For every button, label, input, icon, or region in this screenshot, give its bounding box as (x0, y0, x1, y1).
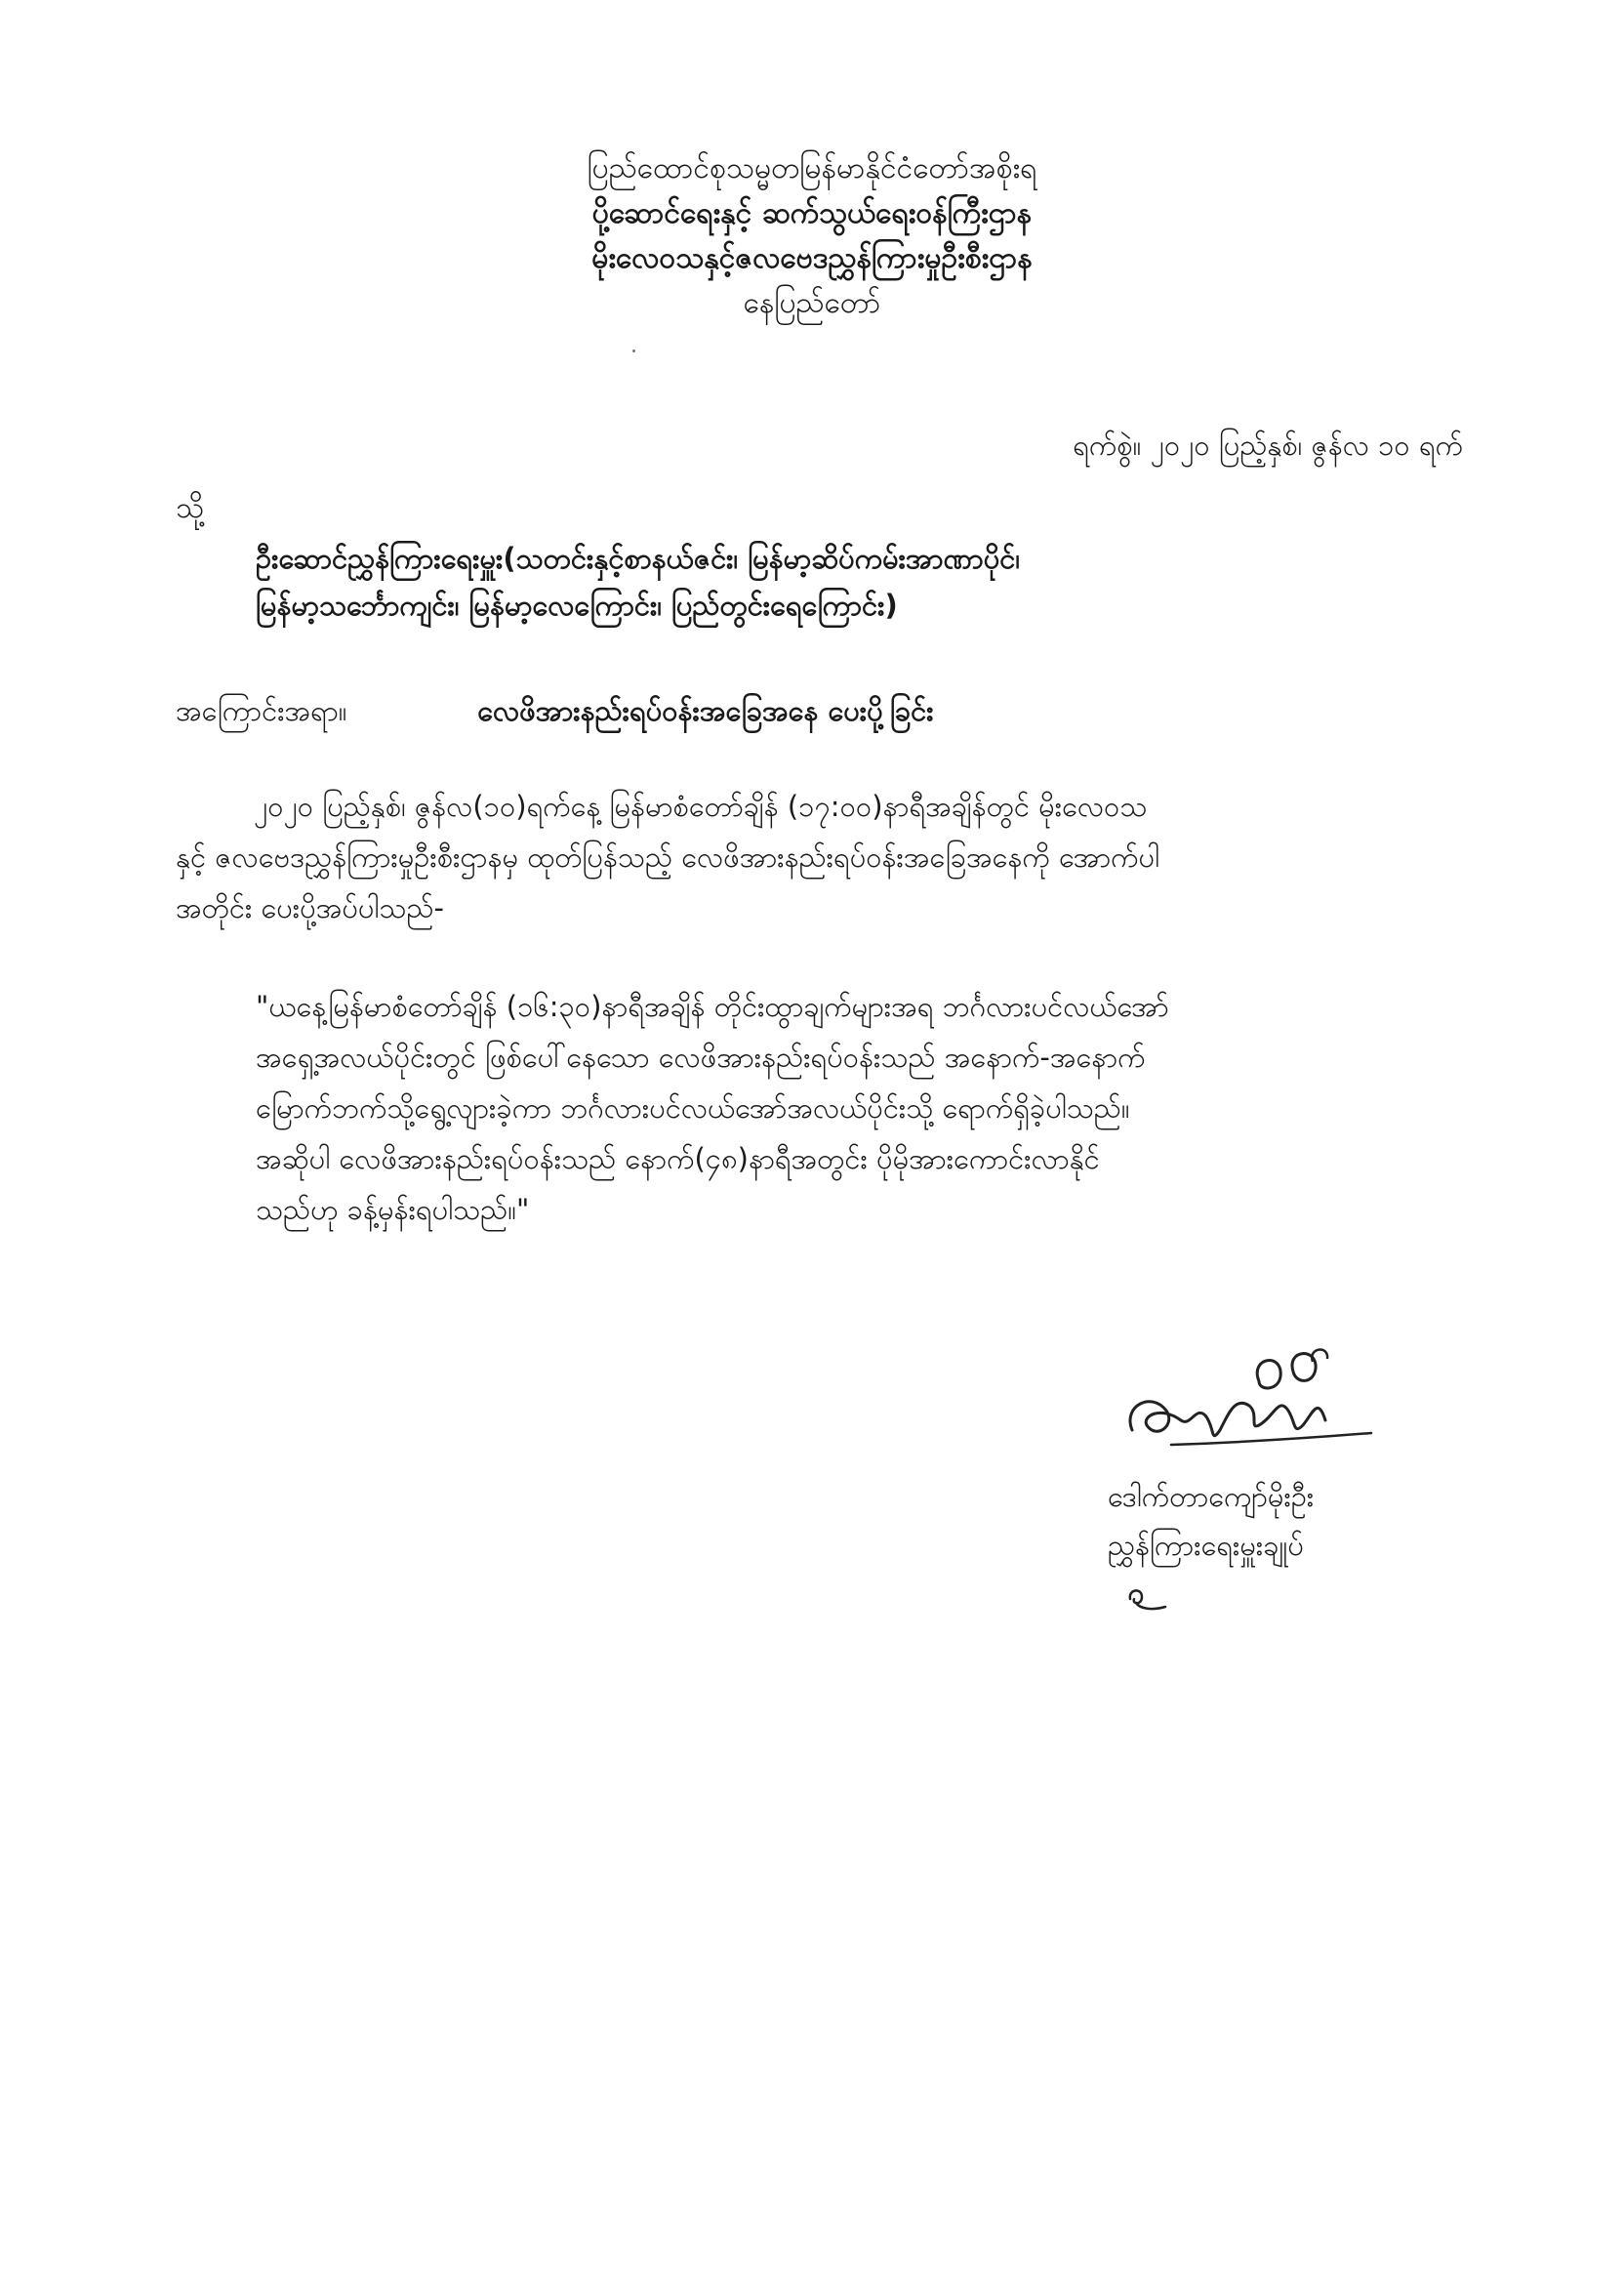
to-label: သို့ (176, 491, 205, 525)
city-name: နေပြည်တော် (743, 286, 881, 320)
signer-name: ဒေါက်တာကျော်မိုးဦး (1108, 1480, 1315, 1513)
subject-title: လေဖိအားနည်းရပ်ဝန်းအခြေအနေ ပေးပို့ခြင်း (477, 694, 934, 727)
handwritten-signature (1113, 1337, 1386, 1464)
quote-line-5: သည်ဟု ခန့်မှန်းရပါသည်။" (256, 1193, 530, 1226)
quote-line-4: အဆိုပါ လေဖိအားနည်းရပ်ဝန်းသည် နောက်(၄၈)နာရီအတွင်း ပိုမိုအားကောင်းလာနိုင် (256, 1142, 1100, 1175)
body-paragraph (176, 781, 1464, 933)
quote-line-1: "ယနေ့မြန်မာစံတော်ချိန် (၁၆:၃၀)နာရီအချိန် တိုင်းထွာချက်များအရ ဘင်္ဂလားပင်လယ်အော် (256, 990, 1169, 1023)
quote-line-2: အရှေ့အလယ်ပိုင်းတွင် ဖြစ်ပေါ်နေသော လေဖိအားနည်းရပ်ဝန်းသည် အနောက်-အနောက် (256, 1041, 1146, 1074)
scan-speck (632, 349, 635, 352)
recipients-line-2: မြန်မာ့သင်္ဘောကျင်း၊ မြန်မာ့လေကြောင်း၊ ပြည်တွင်းရေကြောင်း) (256, 589, 898, 622)
quoted-bulletin (256, 981, 1466, 1235)
reference-date: ရက်စွဲ။ ၂၀၂၀ ပြည့်နှစ်၊ ဇွန်လ ၁၀ ရက် (1073, 429, 1463, 462)
letterhead (0, 146, 1624, 326)
ministry-name: ပို့ဆောင်ရေးနှင့် ဆက်သွယ်ရေးဝန်ကြီးဌာန (591, 196, 1033, 230)
body-line-2: နှင့် ဇလဗေဒညွှန်ကြားမှုဦးစီးဌာနမှ ထုတ်ပြန်သည့် လေဖိအားနည်းရပ်ဝန်းအခြေအနေကို အောက်ပါ (176, 840, 1160, 874)
body-line-1: ၂၀၂၀ ပြည့်နှစ်၊ ဇွန်လ(၁၀)ရက်နေ့ မြန်မာစံတော်ချိန် (၁၇:၀၀)နာရီအချိန်တွင် မိုးလေဝသ (254, 790, 1148, 823)
recipients-line-1: ဦးဆောင်ညွှန်ကြားရေးမှူး(သတင်းနှင့်စာနယ်ဇင်း၊ မြန်မာ့ဆိပ်ကမ်းအာဏာပိုင်၊ (256, 542, 1020, 575)
subject-line (176, 693, 1464, 735)
quote-line-3: မြောက်ဘက်သို့ရွေ့လျားခဲ့ကာ ဘင်္ဂလားပင်လယ်အော်အလယ်ပိုင်းသို့ ရောက်ရှိခဲ့ပါသည်။ (256, 1091, 1130, 1125)
subject-label: အကြောင်းအရာ။ (176, 694, 347, 727)
signer-position: ညွှန်ကြားရေးမှူးချုပ် (1108, 1529, 1304, 1562)
department-name: မိုးလေဝသနှင့်ဇလဗေဒညွှန်ကြားမှုဦးစီးဌာန (591, 241, 1033, 275)
government-name: ပြည်ထောင်စုသမ္မတမြန်မာနိုင်ငံတော်အစိုးရ (587, 151, 1037, 185)
body-line-3: အတိုင်း ပေးပို့အပ်ပါသည်- (176, 891, 444, 924)
signer-block (1108, 1472, 1314, 1570)
handwritten-initial (1122, 1581, 1171, 1620)
recipients (256, 535, 1476, 629)
